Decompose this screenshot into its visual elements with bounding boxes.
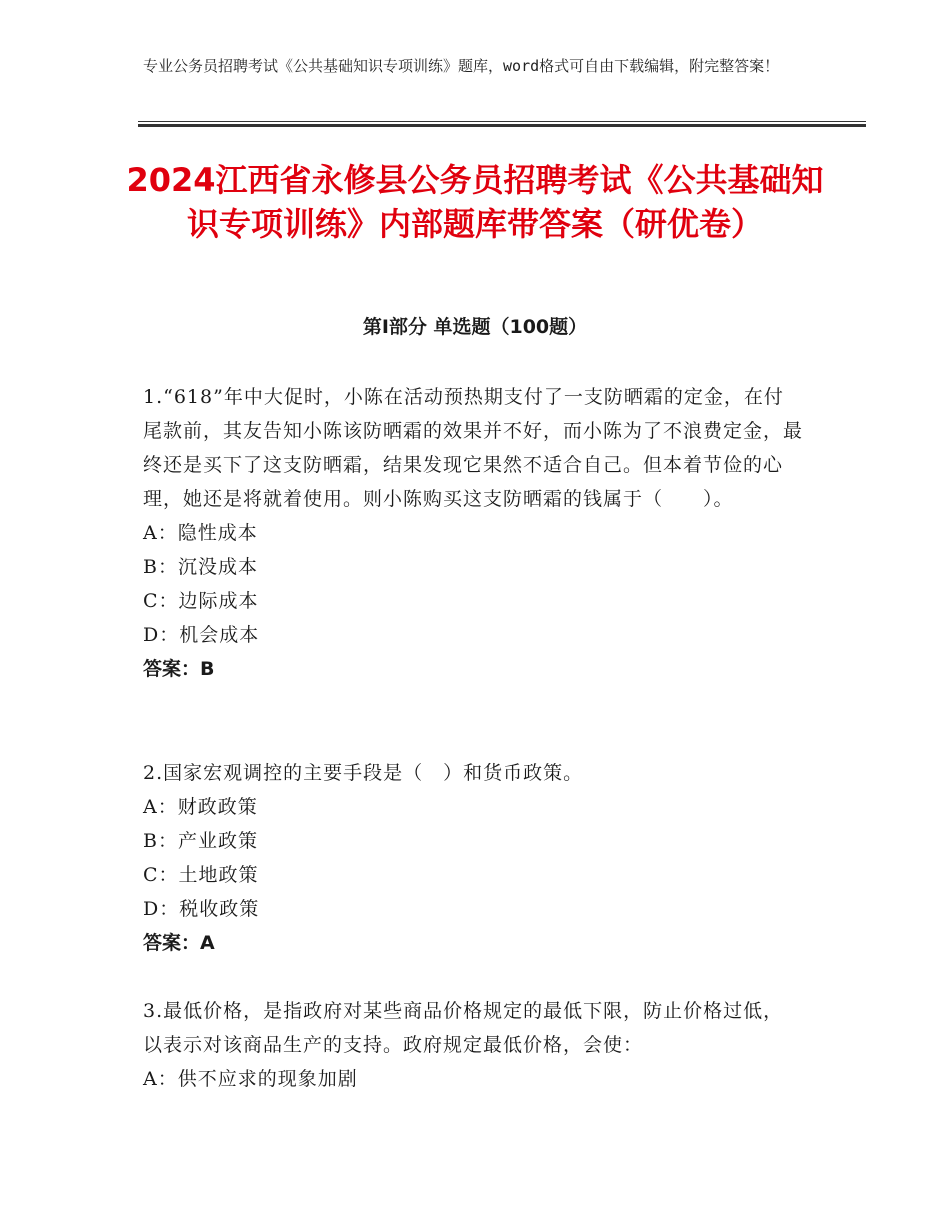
answer-line [143,926,803,960]
question-stem: 2.国家宏观调控的主要手段是（ ）和货币政策。 [143,762,584,784]
answer-value: A [200,932,215,954]
option-c: C：边际成本 [143,590,259,612]
document-title: 2024江西省永修县公务员招聘考试《公共基础知识专项训练》内部题库带答案（研优卷） [126,161,824,243]
question-stem: 1.“618”年中大促时，小陈在活动预热期支付了一支防晒霜的定金，在付尾款前，其友告知小陈该防晒霜的效果并不好，而小陈为了不浪费定金，最终还是买下了这支防晒霜，结果发现它果然不适合自己。但本着节俭的心理，她还是将就着使用。则小陈购买这支防晒霜的钱属于（ ）。 [143,386,804,510]
option-b: B：产业政策 [143,830,258,852]
answer-label: 答案： [143,658,201,680]
option-d: D：机会成本 [143,624,260,646]
question-2 [143,756,803,960]
option-a: A：供不应求的现象加剧 [143,1068,358,1090]
option-b: B：沉没成本 [143,556,258,578]
option-a: A：隐性成本 [143,522,258,544]
header-rule-thin [138,121,866,122]
section-heading: 第Ⅰ部分 单选题（100题） [362,316,588,338]
question-3 [143,994,803,1096]
header-rule-thick [138,124,866,127]
header-note: 专业公务员招聘考试《公共基础知识专项训练》题库，word格式可自由下载编辑，附完整答案！ [143,57,780,75]
answer-label: 答案： [143,932,201,954]
question-stem: 3.最低价格，是指政府对某些商品价格规定的最低下限，防止价格过低，以表示对该商品生产的支持。政府规定最低价格，会使： [143,1000,784,1056]
answer-value: B [200,658,215,680]
question-1 [143,380,803,686]
option-a: A：财政政策 [143,796,258,818]
answer-line [143,652,803,686]
option-d: D：税收政策 [143,898,260,920]
option-c: C：土地政策 [143,864,259,886]
